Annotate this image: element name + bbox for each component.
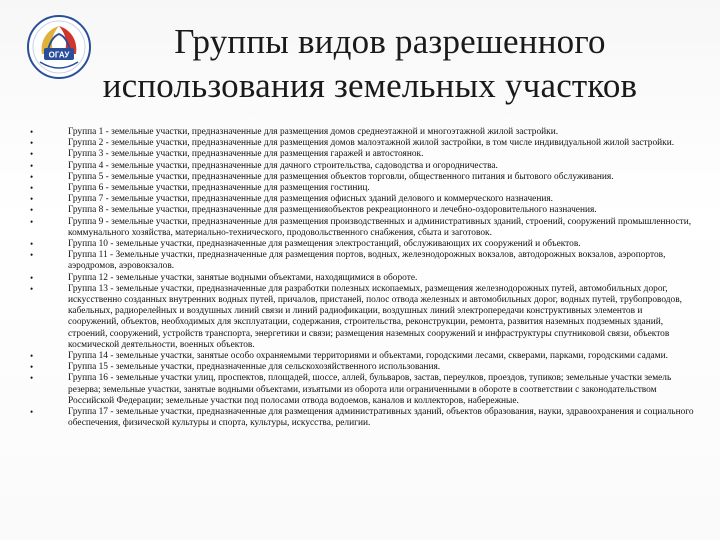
- bullet-icon: •: [30, 362, 34, 373]
- list-item: [30, 373, 694, 407]
- list-item-text: Группа 11 - Земельные участки, предназначенные для размещения портов, водных, железнодорожных вокзалов, автодорожных вокзалов, аэропортов, аэродромов, аэровокзалов.: [68, 250, 666, 272]
- list-item: [30, 250, 694, 272]
- title-line-1: Группы видов разрешенного: [174, 22, 606, 61]
- list-item: [30, 149, 694, 160]
- bullet-icon: •: [30, 138, 34, 149]
- logo-text: ОГАУ: [48, 50, 70, 60]
- bullet-icon: •: [30, 171, 34, 182]
- bullet-icon: •: [30, 127, 34, 137]
- list-item: [30, 161, 694, 172]
- list-item-text: Группа 16 - земельные участки улиц, проспектов, площадей, шоссе, аллей, бульваров, застав, переулков, проездов, тупиков; земельные участки земель резерва; земельные участки, занятые водными объектами, изъятыми из оборота или ограниченными в обороте в соответствии с законодательством Российской Федерации; земельные участки под полосами отвода водоемов, каналов и коллекторов, набережные.: [68, 373, 672, 406]
- list-item-text: Группа 1 - земельные участки, предназначенные для размещения домов среднеэтажной и многоэтажной жилой застройки.: [68, 127, 559, 137]
- bullet-icon: •: [30, 272, 34, 283]
- bullet-icon: •: [30, 216, 34, 227]
- list-item-text: Группа 5 - земельные участки, предназначенные для размещения объектов торговли, общественного питания и бытового обслуживания.: [68, 171, 614, 182]
- bullet-icon: •: [30, 351, 34, 362]
- list-item: [30, 273, 694, 284]
- bullet-icon: •: [30, 239, 34, 250]
- list-item-text: Группа 10 - земельные участки, предназначенные для размещения электростанций, обслуживающих их сооружений и объектов.: [68, 239, 581, 250]
- list-item-text: Группа 4 - земельные участки, предназначенные для дачного строительства, садоводства и огородничества.: [68, 160, 498, 171]
- groups-list: [30, 127, 694, 429]
- bullet-icon: •: [30, 205, 34, 216]
- list-item-text: Группа 14 - земельные участки, занятые особо охраняемыми территориями и объектами, городскими лесами, скверами, парками, городскими садами.: [68, 351, 668, 362]
- list-item-text: Группа 3 - земельные участки, предназначенные для размещения гаражей и автостоянок.: [68, 149, 424, 160]
- list-item-text: Группа 7 - земельные участки, предназначенные для размещения офисных зданий делового и коммерческого назначения.: [68, 194, 554, 205]
- list-item: [30, 194, 694, 205]
- list-item-text: Группа 13 - земельные участки, предназначенные для разработки полезных ископаемых, размещения железнодорожных путей, автомобильных дорог, искусственно созданных внутренних водных путей, причалов, пристаней, полос отвода железных и автомобильных дорог, водных путей, трубопроводов, кабельных, радиорелейных и воздушных линий связи и линий радиофикации, воздушных линий электропередачи конструктивных элементов и сооружений, объектов, необходимых для эксплуатации, содержания, строительства, реконструкции, ремонта, развития наземных подземных зданий, строений, сооружений, устройств транспорта, энергетики и связи; размещения наземных сооружений и инфраструктуры спутниковой связи, объектов космической деятельности, военных объектов.: [68, 283, 683, 350]
- bullet-icon: •: [30, 407, 34, 418]
- bullet-icon: •: [30, 373, 34, 384]
- list-item: [30, 183, 694, 194]
- list-item-text: Группа 15 - земельные участки, предназначенные для сельскохозяйственного использования.: [68, 362, 441, 373]
- list-item: [30, 217, 694, 239]
- bullet-icon: •: [30, 160, 34, 171]
- bullet-icon: •: [30, 250, 34, 261]
- list-item-text: Группа 6 - земельные участки, предназначенные для размещения гостиниц.: [68, 183, 370, 194]
- title-line-2: использования земельных участков: [102, 66, 638, 105]
- list-item: [30, 351, 694, 362]
- list-item: [30, 127, 694, 138]
- list-item: [30, 239, 694, 250]
- bullet-icon: •: [30, 194, 34, 205]
- list-item-text: Группа 2 - земельные участки, предназначенные для размещения домов малоэтажной жилой застройки, в том числе индивидуальной жилой застройки.: [68, 138, 675, 149]
- bullet-icon: •: [30, 183, 34, 194]
- list-item-text: Группа 17 - земельные участки, предназначенные для размещения административных зданий, объектов образования, науки, здравоохранения и социального обеспечения, физической культуры и спорта, культуры, искусства, религии.: [68, 407, 694, 429]
- list-item-text: Группа 12 - земельные участки, занятые водными объектами, находящимися в обороте.: [68, 272, 418, 283]
- list-item: [30, 284, 694, 351]
- list-item: [30, 205, 694, 216]
- bullet-icon: •: [30, 149, 34, 160]
- list-item: [30, 407, 694, 429]
- list-item-text: Группа 8 - земельные участки, предназначенные для размещенияобъектов рекреационного и лечебно-оздоровительного назначения.: [68, 205, 597, 216]
- list-item: [30, 362, 694, 373]
- bullet-icon: •: [30, 283, 34, 294]
- slide-title: [40, 20, 700, 108]
- list-item: [30, 138, 694, 149]
- list-item: [30, 172, 694, 183]
- list-item-text: Группа 9 - земельные участки, предназначенные для размещения производственных и административных зданий, строений, сооружений промышленности, коммунального хозяйства, материально-технического, продовольственного снабжения, сбыта и заготовок.: [68, 216, 692, 238]
